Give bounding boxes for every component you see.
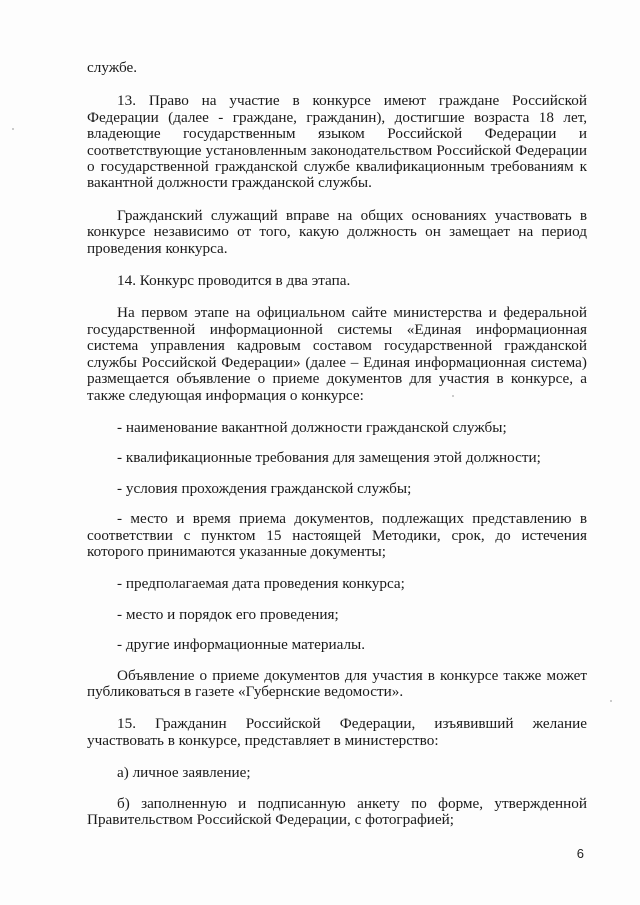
list-item-contest-place: - место и порядок его проведения; [117, 605, 339, 623]
paragraph-civil-servant-right: Гражданский служащий вправе на общих основаниях участвовать в конкурсе независимо от того, какую должность он замещает на период проведения конкурса. [87, 206, 587, 257]
document-body [87, 60, 587, 844]
list-item-contest-date: - предполагаемая дата проведения конкурса; [117, 575, 405, 593]
paragraph-item-15: 15. Гражданин Российской Федерации, изъявивший желание участвовать в конкурсе, представляет в министерство: [87, 715, 587, 749]
list-item-position-name: - наименование вакантной должности гражданской службы; [117, 418, 507, 436]
scan-speck [452, 395, 454, 397]
list-item-questionnaire: б) заполненную и подписанную анкету по форме, утвержденной Правительством Российской Федерации, с фотографией; [87, 794, 587, 828]
list-item-service-conditions: - условия прохождения гражданской службы; [117, 479, 412, 497]
list-item-qualification: - квалификационные требования для замещения этой должности; [117, 449, 541, 467]
paragraph-continuation: службе. [87, 59, 138, 76]
list-item-other-materials: - другие информационные материалы. [117, 636, 366, 654]
paragraph-item-14: 14. Конкурс проводится в два этапа. [117, 272, 351, 290]
list-item-documents-place-time: - место и время приема документов, подлежащих представлению в соответствии с пунктом 15 настоящей Методики, срок, до истечения которого принимаются указанные документы; [87, 510, 587, 560]
scan-speck [12, 128, 14, 130]
paragraph-newspaper: Объявление о приеме документов для участия в конкурсе также может публиковаться в газете «Губернские ведомости». [87, 666, 587, 700]
page-number: 6 [576, 846, 584, 861]
paragraph-item-13: 13. Право на участие в конкурсе имеют граждане Российской Федерации (далее - граждане, гражданин), достигшие возраста 18 лет, владеющие государственным языком Российской Федерации и соответствующие установленным законодательством Российской Федерации о государственной гражданской службе квалификационным требованиям к вакантной должности гражданской службы. [87, 92, 587, 192]
scan-speck [610, 700, 612, 702]
paragraph-first-stage: На первом этапе на официальном сайте министерства и федеральной государственной информационной системы «Единая информационная система управления кадровым составом государственной гражданской службы Российской Федерации» (далее – Единая информационная система) размещается объявление о приеме документов для участия в конкурсе, а также следующая информация о конкурсе: [87, 304, 587, 404]
list-item-application: а) личное заявление; [117, 764, 251, 782]
